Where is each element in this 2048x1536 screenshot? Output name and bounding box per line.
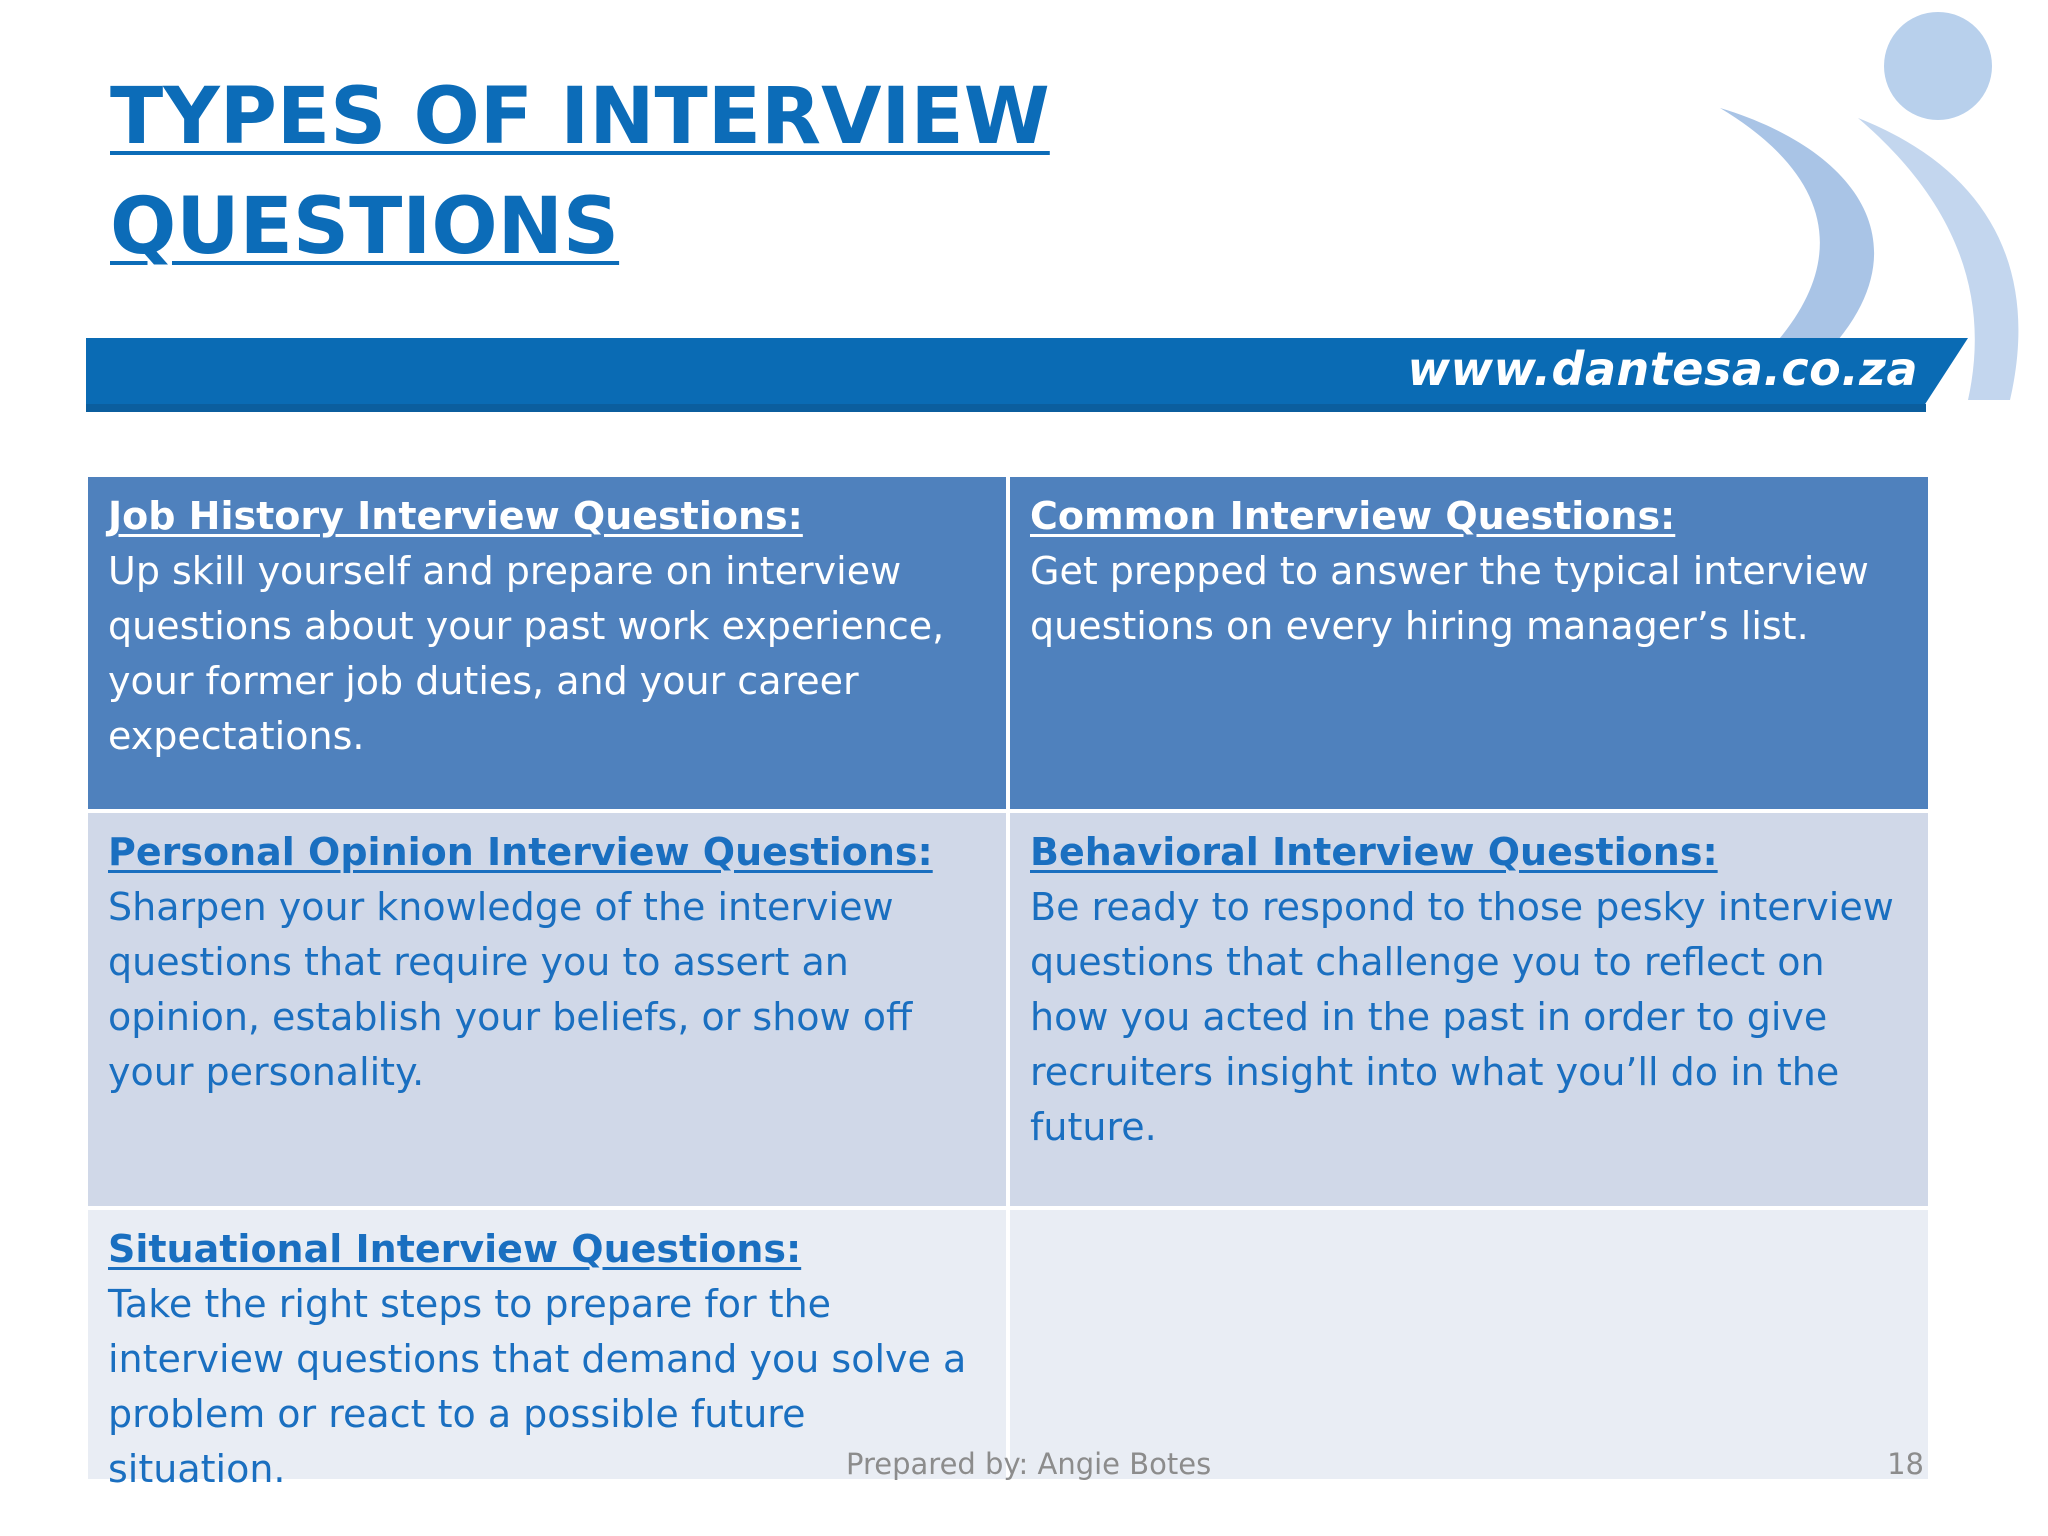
cell-personal-opinion (88, 813, 1006, 1206)
cell-heading: Common Interview Questions: (1030, 494, 1676, 538)
cell-job-history (88, 477, 1006, 809)
question-types-table (88, 477, 1928, 1491)
website-url: www.dantesa.co.za (1407, 342, 1918, 396)
cell-heading: Situational Interview Questions: (108, 1227, 802, 1271)
slide-footer (0, 1447, 2048, 1491)
logo-swoosh-inner-icon (1720, 108, 1874, 360)
logo-head-icon (1884, 12, 1992, 120)
prepared-by-text: Prepared by: Angie Botes (846, 1447, 1212, 1481)
page-number: 18 (1887, 1447, 1924, 1481)
cell-heading: Job History Interview Questions: (108, 494, 803, 538)
cell-common (1010, 477, 1928, 809)
cell-heading: Behavioral Interview Questions: (1030, 830, 1718, 874)
cell-body: Up skill yourself and prepare on interview questions about your past work experience, your former job duties, and your career expectations. (108, 549, 945, 758)
slide-title-line-1: TYPES OF INTERVIEW (110, 72, 1050, 162)
cell-body: Get prepped to answer the typical interview questions on every hiring manager’s list. (1030, 549, 1869, 648)
cell-empty (1010, 1210, 1928, 1479)
cell-behavioral (1010, 813, 1928, 1206)
cell-body: Be ready to respond to those pesky interview questions that challenge you to reflect on how you acted in the past in order to give recruiters insight into what you’ll do in the future. (1030, 885, 1894, 1149)
slide-title-line-2: QUESTIONS (110, 182, 620, 272)
cell-body: Take the right steps to prepare for the interview questions that demand you solve a problem or react to a possible future situation. (108, 1282, 967, 1491)
slide-title (110, 62, 1050, 282)
cell-body: Sharpen your knowledge of the interview questions that require you to assert an opinion, establish your beliefs, or show off your personality. (108, 885, 913, 1094)
cell-situational (88, 1210, 1006, 1491)
cell-heading: Personal Opinion Interview Questions: (108, 830, 933, 874)
